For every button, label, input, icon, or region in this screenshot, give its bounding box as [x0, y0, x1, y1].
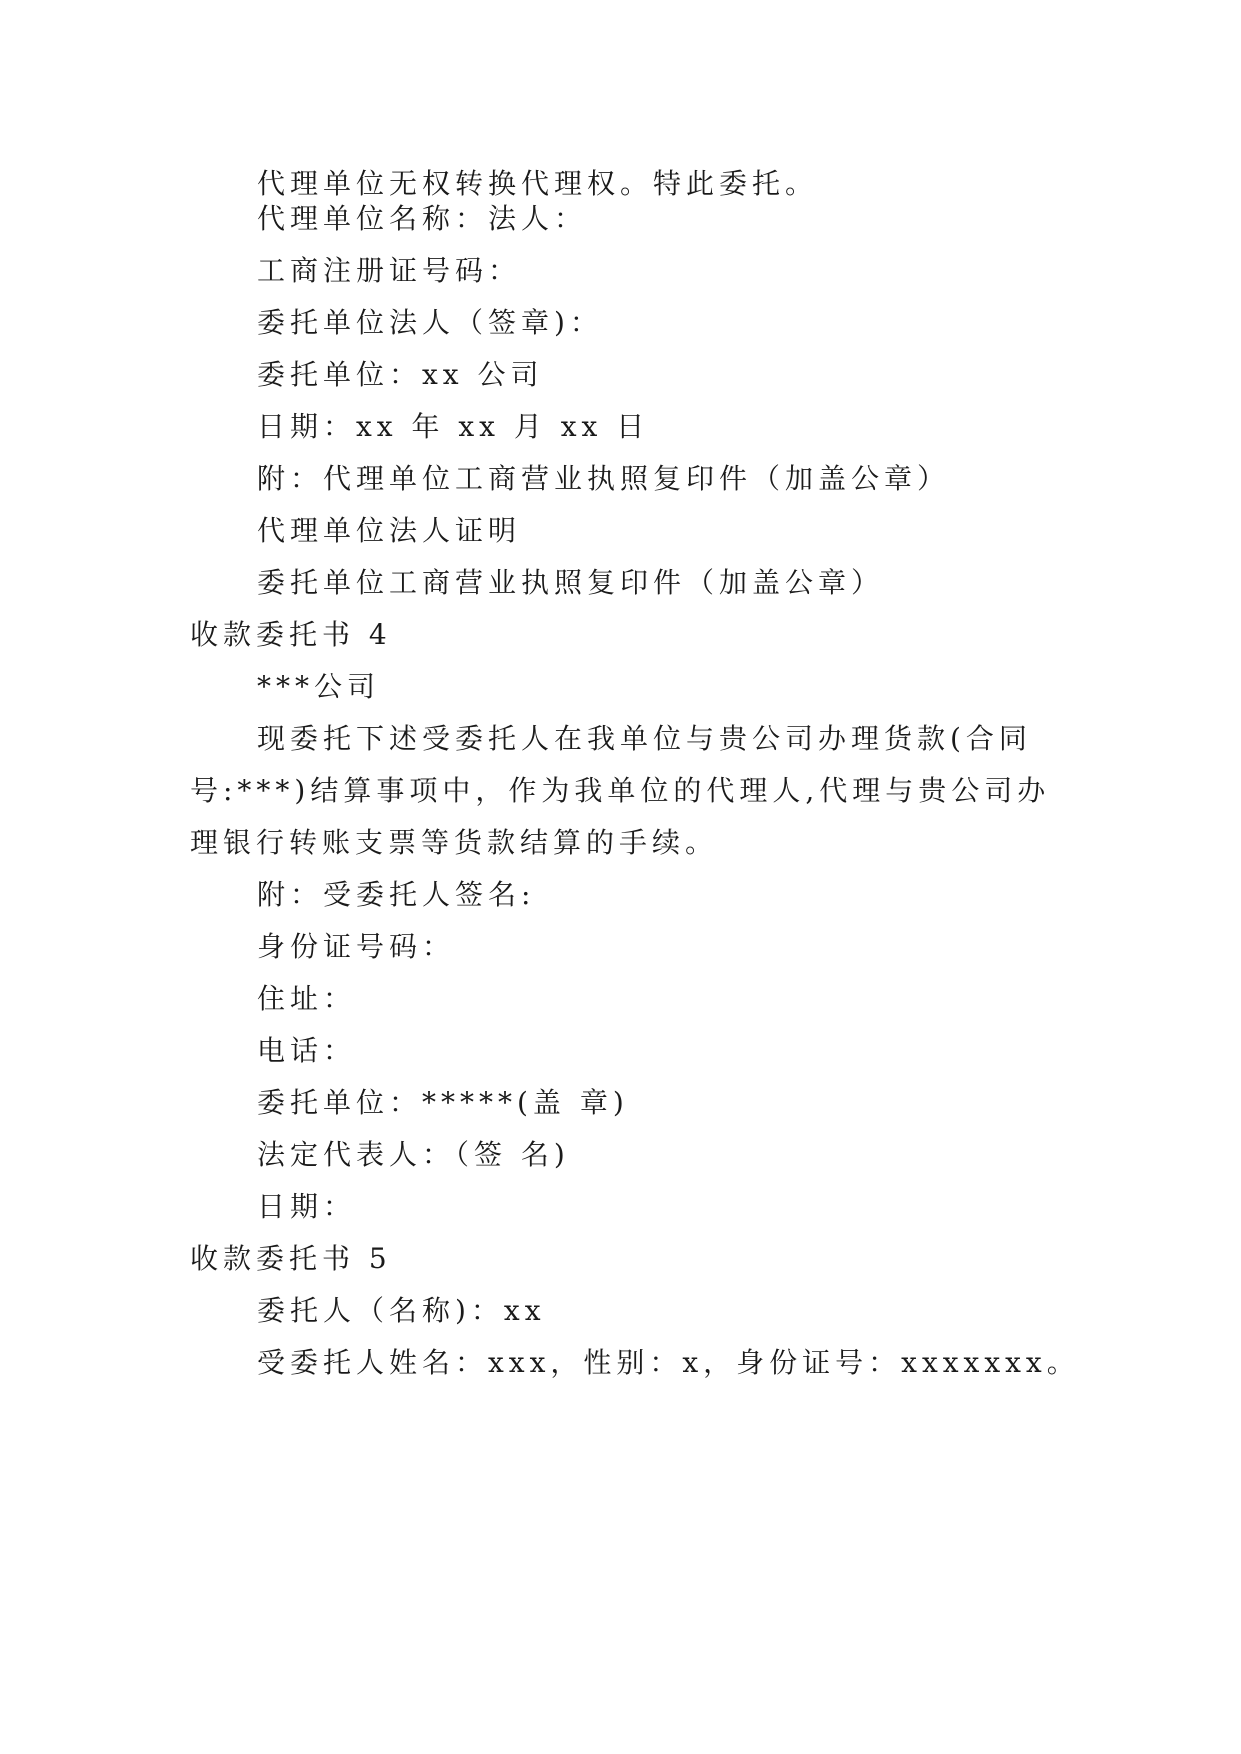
body-line: 理银行转账支票等货款结算的手续。 — [190, 826, 719, 859]
addressee: ***公司 — [257, 670, 381, 703]
field-line: 委托单位：*****(盖 章) — [257, 1086, 629, 1119]
text-line: 日期：xx 年 xx 月 xx 日 — [257, 410, 650, 443]
field-line: 法定代表人：（签 名) — [257, 1138, 570, 1171]
text-line: 代理单位无权转换代理权。特此委托。 — [257, 167, 819, 200]
text-line: 代理单位名称：法人： — [257, 202, 588, 235]
text-line: 附：代理单位工商营业执照复印件（加盖公章） — [257, 462, 951, 495]
body-line: 号:***)结算事项中，作为我单位的代理人,代理与贵公司办 — [190, 774, 1051, 807]
text-line: 委托单位：xx 公司 — [257, 358, 544, 391]
text-line: 委托单位工商营业执照复印件（加盖公章） — [257, 566, 885, 599]
field-line: 电话： — [257, 1034, 357, 1067]
text-line: 委托单位法人（签章)： — [257, 306, 603, 339]
text-line: 受委托人姓名：xxx，性别：x，身份证号：xxxxxxx。 — [257, 1346, 1080, 1379]
section-heading: 收款委托书 4 — [190, 618, 392, 651]
field-line: 住址： — [257, 982, 357, 1015]
text-line: 委托人（名称)：xx — [257, 1294, 546, 1327]
field-line: 附：受委托人签名: — [257, 878, 536, 911]
text-line: 工商注册证号码： — [257, 254, 522, 287]
body-line: 现委托下述受委托人在我单位与贵公司办理货款(合同 — [257, 722, 1032, 755]
field-line: 身份证号码： — [257, 930, 456, 963]
section-heading: 收款委托书 5 — [190, 1242, 392, 1275]
text-line: 代理单位法人证明 — [257, 514, 522, 547]
field-line: 日期： — [257, 1190, 357, 1223]
